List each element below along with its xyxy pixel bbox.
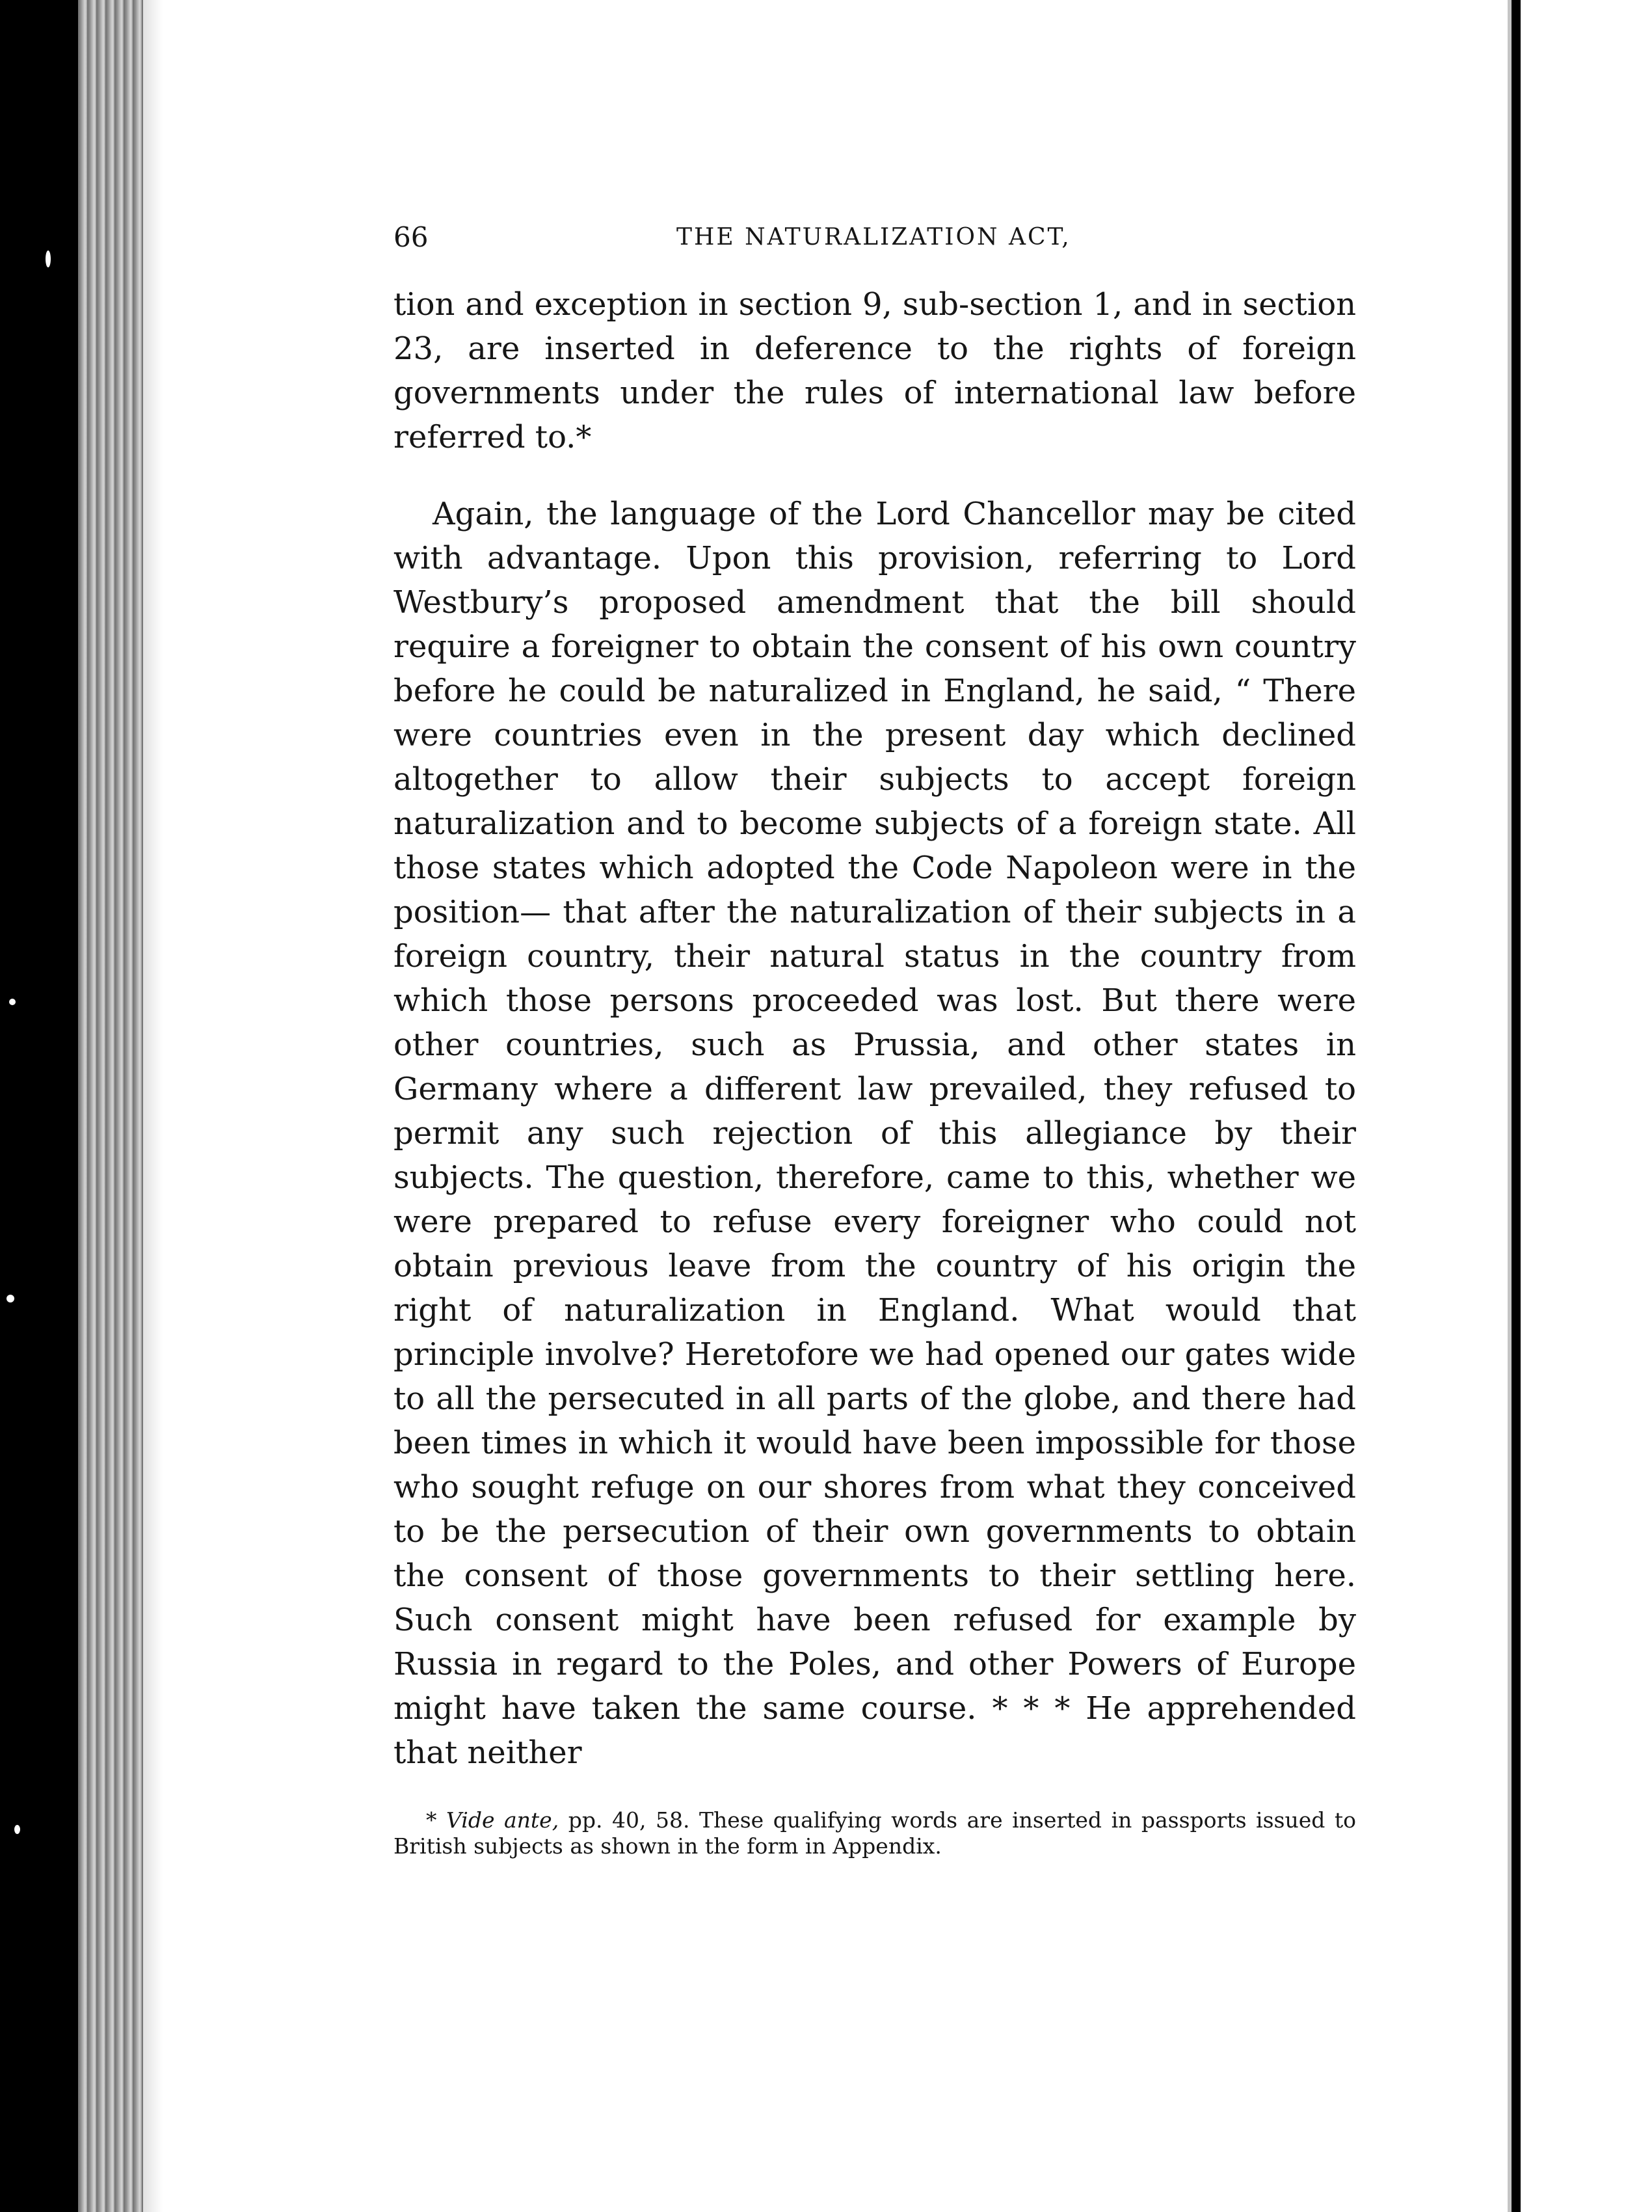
page-number: 66 [393,221,429,253]
footnote-reference: Vide ante, [446,1807,559,1833]
footnote [393,1807,1356,1859]
scan-speck [14,1825,20,1834]
running-header [393,221,1356,276]
book-page-edges [78,0,143,2212]
scan-speck [7,1295,14,1302]
paragraph-continuation: tion and exception in section 9, sub-section 1, and in section 23, are inserted in deference to the rights of foreign governments under the rules of international law before referred to.* [393,286,1356,455]
scan-speck [9,999,16,1005]
footnote-text: pp. 40, 58. These qualifying words are inserted in passports issued to British subjects as shown in the form in Appendix. [393,1807,1356,1859]
scan-speck [46,250,51,267]
scan-left-margin [0,0,78,2212]
running-title: THE NATURALIZATION ACT, [676,224,1071,250]
scan-right-border [1512,0,1521,2212]
page-content [393,221,1356,1859]
paragraph-lord-chancellor: Again, the language of the Lord Chancellor may be cited with advantage. Upon this provision, referring to Lord Westbury’s proposed amendment that the bill should require a foreigner to obtain the consent of his own country before he could be naturalized in England, he said, “ There were countries even in the present day which declined altogether to allow their subjects to accept foreign naturalization and to become subjects of a foreign state. All those states which adopted the Code Napoleon were in the position— that after the naturalization of their subjects in a foreign country, their natural status in the country from which those persons proceeded was lost. But there were other countries, such as Prussia, and other states in Germany where a different law prevailed, they refused to permit any such rejection of this allegiance by their subjects. The question, therefore, came to this, whether we were prepared to refuse every foreigner who could not obtain previous leave from the country of his origin the right of naturalization in England. What would that principle involve? Heretofore we had opened our gates wide to all the persecuted in all parts of the globe, and there had been times in which it would have been impossible for those who sought refuge on our shores from what they conceived to be the persecution of their own governments to obtain the consent of those governments to their settling here. Such consent might have been refused for example by Russia in regard to the Poles, and other Powers of Europe might have taken the same course. * * * He apprehended that neither [393,496,1356,1771]
page-gutter-shadow [143,0,163,2212]
footnote-marker: * [426,1807,437,1833]
scan-right-margin [1521,0,1652,2212]
